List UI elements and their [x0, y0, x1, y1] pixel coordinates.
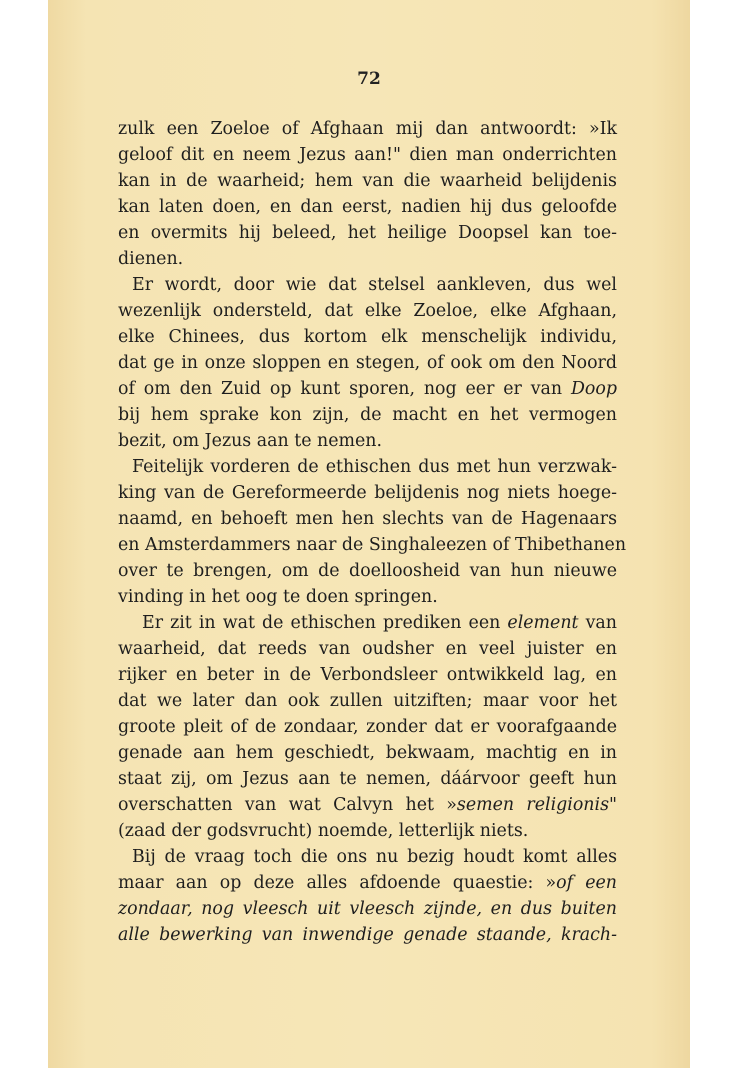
text-line — [118, 506, 617, 532]
text-line — [118, 220, 617, 246]
text-line — [118, 350, 617, 376]
text-line — [118, 532, 627, 558]
text-span: zulk een Zoeloe of Afghaan mij dan antwoordt: »Ik — [118, 119, 617, 139]
text-span: Bij de vraag toch die ons nu bezig houdt komt alles — [132, 847, 617, 867]
text-line — [118, 194, 617, 220]
text-span: van — [578, 613, 617, 633]
text-line — [118, 636, 617, 662]
text-line — [118, 870, 617, 896]
italic-text: element — [507, 613, 579, 633]
text-span: Er zit in wat de ethischen prediken een — [142, 613, 508, 633]
text-line — [118, 662, 617, 688]
text-line — [118, 480, 617, 506]
text-span: wezenlijk ondersteld, dat elke Zoeloe, elke Afghaan, — [118, 301, 617, 321]
text-span: en Amsterdammers naar de Singhaleezen of Thibethanen — [118, 535, 627, 555]
text-span: kan laten doen, en dan eerst, nadien hij dus geloofde — [118, 197, 617, 217]
text-line — [118, 454, 617, 480]
italic-text: of een — [556, 873, 617, 893]
text-span: rijker en beter in de Verbondsleer ontwikkeld lag, en — [118, 665, 617, 685]
text-span: maar aan op deze alles afdoende quaestie: » — [118, 873, 557, 893]
text-span: overschatten van wat Calvyn het » — [118, 795, 457, 815]
text-line — [118, 142, 617, 168]
text-line — [118, 688, 617, 714]
text-line — [118, 298, 617, 324]
text-span: over te brengen, om de doelloosheid van hun nieuwe — [118, 561, 617, 581]
text-span: " — [609, 795, 617, 815]
text-line — [118, 766, 617, 792]
text-line — [118, 324, 617, 350]
text-span: kan in de waarheid; hem van die waarheid belijdenis — [118, 171, 617, 191]
text-line — [118, 558, 617, 584]
text-line — [118, 922, 617, 948]
text-line — [118, 428, 617, 454]
text-line — [118, 246, 617, 272]
text-span: geloof dit en neem Jezus aan!" dien man onderrichten — [118, 145, 617, 165]
text-span: en overmits hij beleed, het heilige Doopsel kan toe- — [118, 223, 617, 243]
text-span: king van de Gereformeerde belijdenis nog niets hoege- — [118, 483, 617, 503]
text-line — [118, 818, 617, 844]
text-line — [118, 740, 617, 766]
body-text — [118, 116, 627, 948]
text-span: groote pleit of de zondaar, zonder dat er voorafgaande — [118, 717, 617, 737]
text-span: vinding in het oog te doen springen. — [118, 587, 438, 607]
italic-text: alle bewerking van inwendige genade staande, krach- — [118, 925, 617, 945]
text-span: genade aan hem geschiedt, bekwaam, machtig en in — [118, 743, 617, 763]
text-span: dienen. — [118, 249, 184, 269]
italic-text: semen religionis — [456, 795, 609, 815]
text-line — [118, 376, 617, 402]
text-span: staat zij, om Jezus aan te nemen, dáárvoor geeft hun — [118, 769, 617, 789]
text-line — [118, 584, 617, 610]
text-line — [118, 896, 617, 922]
text-span: bezit, om Jezus aan te nemen. — [118, 431, 383, 451]
italic-text: Doop — [570, 379, 617, 399]
text-line — [118, 610, 617, 636]
text-span: Er wordt, door wie dat stelsel aankleven, dus wel — [132, 275, 617, 295]
text-span: (zaad der godsvrucht) noemde, letterlijk niets. — [118, 821, 529, 841]
text-line — [118, 714, 617, 740]
text-span: waarheid, dat reeds van oudsher en veel juister en — [118, 639, 617, 659]
text-span: Feitelijk vorderen de ethischen dus met hun verzwak- — [132, 457, 617, 477]
text-line — [118, 116, 617, 142]
text-line — [118, 168, 617, 194]
text-span: naamd, en behoeft men hen slechts van de Hagenaars — [118, 509, 617, 529]
text-line — [118, 792, 617, 818]
text-span: dat ge in onze sloppen en stegen, of ook om den Noord — [118, 353, 617, 373]
text-span: dat we later dan ook zullen uitziften; maar voor het — [118, 691, 617, 711]
text-line — [118, 844, 617, 870]
text-span: of om den Zuid op kunt sporen, nog eer er van — [118, 379, 571, 399]
text-line — [118, 272, 617, 298]
text-span: bij hem sprake kon zijn, de macht en het vermogen — [118, 405, 617, 425]
page-number: 72 — [357, 69, 381, 89]
italic-text: zondaar, nog vleesch uit vleesch zijnde, en dus buiten — [118, 899, 617, 919]
text-line — [118, 402, 617, 428]
text-span: elke Chinees, dus kortom elk menschelijk individu, — [118, 327, 617, 347]
